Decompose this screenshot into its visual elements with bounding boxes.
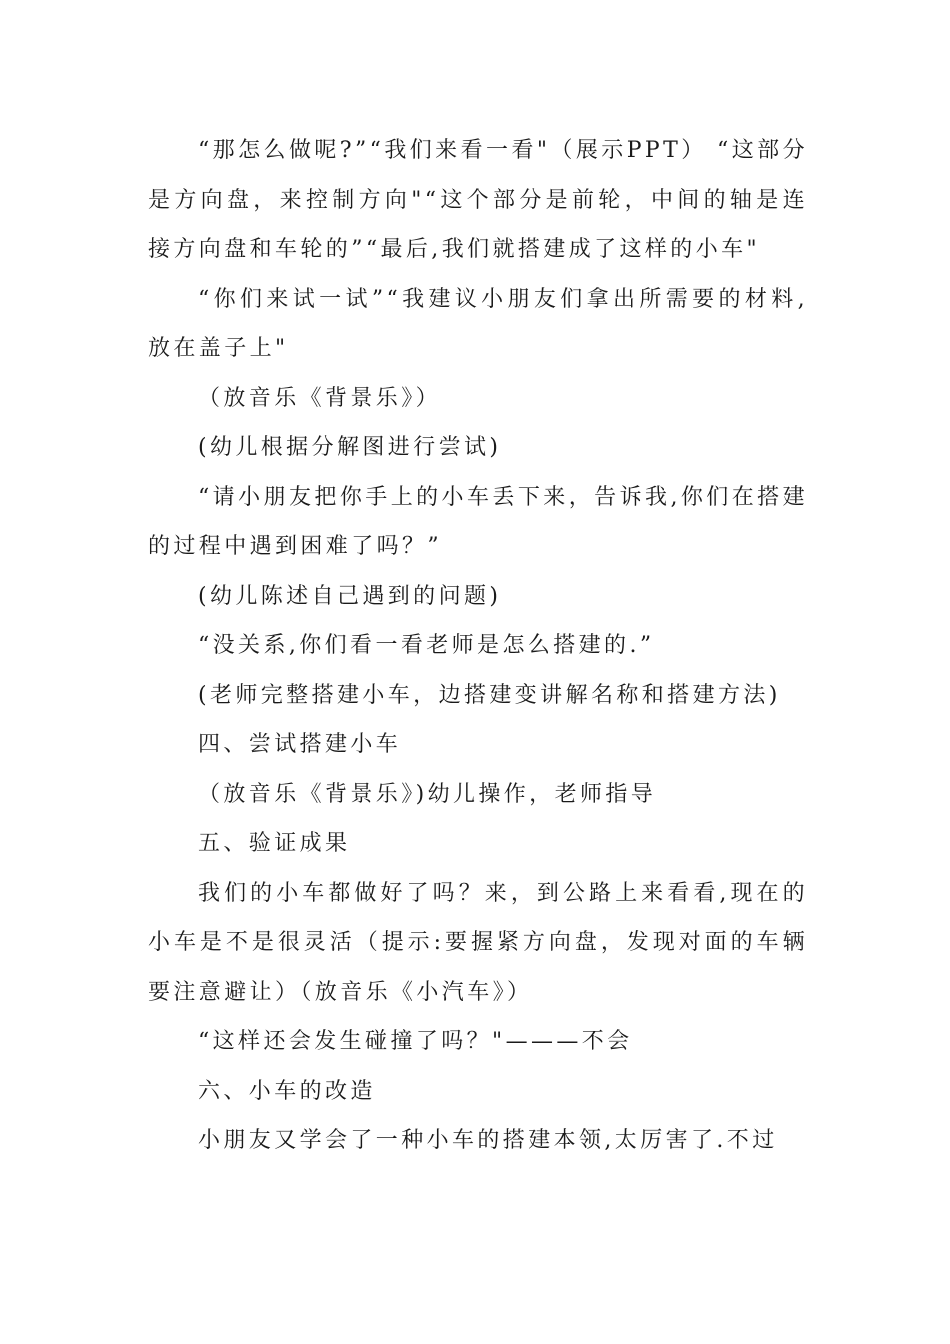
paragraph-ask-difficulty: “请小朋友把你手上的小车丢下来，告诉我,你们在搭建的过程中遇到困难了吗？” — [148, 484, 808, 559]
paragraph-remodel: 小朋友又学会了一种小车的搭建本领,太厉害了.不过 — [198, 1128, 778, 1153]
section-heading-5: 五、验证成果 — [198, 831, 351, 856]
paragraph-child-attempt: (幼儿根据分解图进行尝试) — [198, 435, 502, 460]
paragraph-try-it: “你们来试一试”“我建议小朋友们拿出所需要的材料,放在盖子上" — [148, 286, 808, 361]
paragraph-music-operate: （放音乐《背景乐》)幼儿操作，老师指导 — [198, 781, 657, 807]
paragraph-music-cue: （放音乐《背景乐》） — [198, 385, 442, 411]
paragraph-teacher-demo-intro: “没关系,你们看一看老师是怎么搭建的.” — [198, 633, 655, 658]
paragraph-collision: “这样还会发生碰撞了吗？"———不会 — [198, 1029, 633, 1054]
section-heading-4: 四、尝试搭建小车 — [198, 732, 402, 757]
paragraph-ppt-demo: “那怎么做呢?”“我们来看一看"（展示PPT） “这部分是方向盘，来控制方向"“这个部分是前轮，中间的轴是连接方向盘和车轮的”“最后,我们就搭建成了这样的小车" — [148, 138, 808, 262]
section-heading-6: 六、小车的改造 — [198, 1078, 376, 1104]
document-body — [148, 126, 808, 1166]
paragraph-teacher-demo: (老师完整搭建小车，边搭建变讲解名称和搭建方法) — [198, 682, 781, 708]
paragraph-child-report: (幼儿陈述自己遇到的问题) — [198, 583, 502, 609]
paragraph-verify: 我们的小车都做好了吗？来，到公路上来看看,现在的小车是不是很灵活（提示:要握紧方向盘，发现对面的车辆要注意避让）（放音乐《小汽车》） — [148, 880, 808, 1005]
